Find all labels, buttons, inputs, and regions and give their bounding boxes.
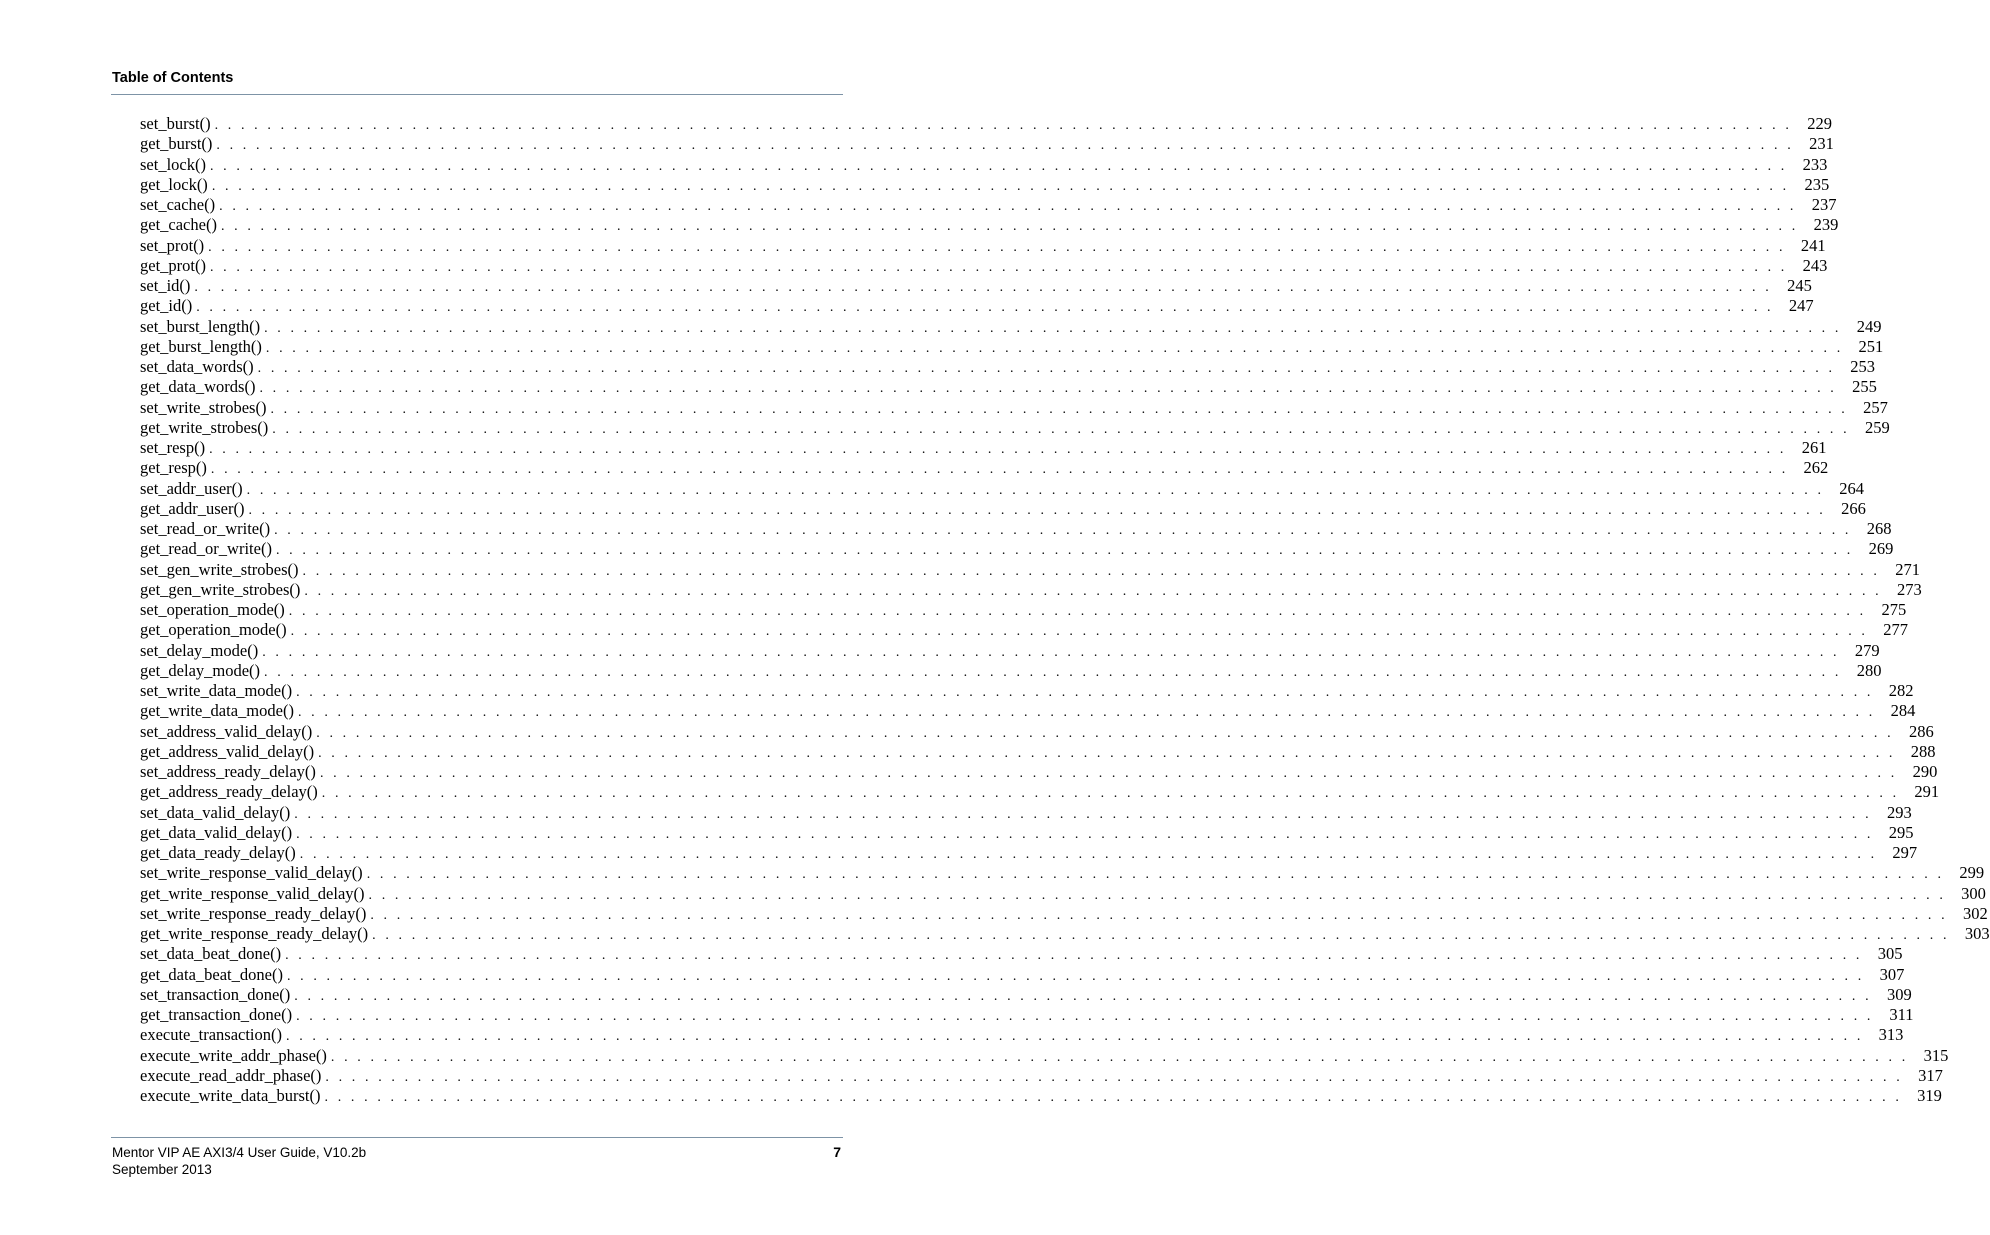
toc-dot-leader: . . . . . . . . . . . . . . . . . . . . . . . . . . . . . . . . . . . . . . . . . . . . . . . . . . . . . . . . . . . . . . . . . . . . . . . . . . . . . . . . . . . . . . . . . . . . . . . . . . . . . . . . . . . . . . . . . . . . . . . . (274, 523, 1852, 538)
toc-entry-page: 315 (1923, 1045, 1949, 1065)
toc-entry-title: get_delay_mode() (140, 660, 261, 680)
toc-entry[interactable] (140, 1025, 1904, 1045)
toc-dot-leader: . . . . . . . . . . . . . . . . . . . . . . . . . . . . . . . . . . . . . . . . . . . . . . . . . . . . . . . . . . . . . . . . . . . . . . . . . . . . . . . . . . . . . . . . . . . . . . . . . . . . . . . . . . . . . . . . . . . . . . . . (257, 361, 1836, 376)
toc-entry-title: get_resp() (140, 458, 207, 478)
toc-entry[interactable] (140, 600, 1907, 620)
toc-entry-title: get_data_words() (140, 377, 256, 397)
toc-entry[interactable] (140, 154, 1828, 175)
toc-dot-leader: . . . . . . . . . . . . . . . . . . . . . . . . . . . . . . . . . . . . . . . . . . . . . . . . . . . . . . . . . . . . . . . . . . . . . . . . . . . . . . . . . . . . . . . . . . . . . . . . . . . . . . . . . . . . . . . . . . . . . . . . (272, 421, 1850, 437)
toc-entry-title: get_cache() (140, 215, 217, 235)
toc-entry-page: 239 (1813, 215, 1839, 235)
toc-entry[interactable] (140, 336, 1884, 357)
toc-entry-page: 229 (1807, 114, 1832, 133)
toc-entry[interactable] (140, 944, 1903, 964)
footer-rule (111, 1137, 843, 1138)
toc-entry-page: 273 (1897, 579, 1922, 599)
toc-entry-title: set_data_valid_delay() (140, 802, 291, 822)
toc-entry-page: 251 (1858, 336, 1884, 356)
toc-entry-title: set_delay_mode() (140, 640, 259, 660)
toc-entry-title: get_data_valid_delay() (140, 822, 293, 842)
toc-dot-leader: . . . . . . . . . . . . . . . . . . . . . . . . . . . . . . . . . . . . . . . . . . . . . . . . . . . . . . . . . . . . . . . . . . . . . . . . . . . . . . . . . . . . . . . . . . . . . . . . . . . . . . . . . . . . . . . . . . . . . . . . (325, 1069, 1903, 1085)
toc-dot-leader: . . . . . . . . . . . . . . . . . . . . . . . . . . . . . . . . . . . . . . . . . . . . . . . . . . . . . . . . . . . . . . . . . . . . . . . . . . . . . . . . . . . . . . . . . . . . . . . . . . . . . . . . . . . . . . . . . . . . . . . . (211, 178, 1790, 194)
toc-entry[interactable] (140, 782, 1940, 802)
toc-entry-title: get_data_ready_delay() (140, 843, 296, 862)
toc-dot-leader: . . . . . . . . . . . . . . . . . . . . . . . . . . . . . . . . . . . . . . . . . . . . . . . . . . . . . . . . . . . . . . . . . . . . . . . . . . . . . . . . . . . . . . . . . . . . . . . . . . . . . . . . . . . . . . . . . . . . . . . . (370, 907, 1948, 923)
toc-entry-title: set_burst_length() (140, 316, 261, 336)
toc-entry[interactable] (140, 1045, 1949, 1066)
toc-entry-title: get_addr_user() (140, 498, 245, 518)
toc-entry-page: 293 (1886, 802, 1912, 822)
toc-entry-page: 286 (1908, 721, 1934, 741)
footer-page-number: 7 (833, 1144, 841, 1160)
toc-entry-title: set_gen_write_strobes() (140, 559, 299, 579)
toc-entry-title: set_write_response_ready_delay() (140, 903, 367, 923)
toc-dot-leader: . . . . . . . . . . . . . . . . . . . . . . . . . . . . . . . . . . . . . . . . . . . . . . . . . . . . . . . . . . . . . . . . . . . . . . . . . . . . . . . . . . . . . . . . . . . . . . . . . . . . . . . . . . . . . . . . . . . . . . . . (296, 826, 1874, 842)
toc-entry[interactable] (140, 903, 1988, 924)
toc-entry[interactable] (140, 660, 1882, 681)
toc-entry[interactable] (140, 579, 1922, 600)
toc-dot-leader: . . . . . . . . . . . . . . . . . . . . . . . . . . . . . . . . . . . . . . . . . . . . . . . . . . . . . . . . . . . . . . . . . . . . . . . . . . . . . . . . . . . . . . . . . . . . . . . . . . . . . . . . . . . . . . . . . . . . . . . . (196, 300, 1774, 316)
toc-entry[interactable] (140, 134, 1834, 154)
toc-entry-title: get_lock() (140, 174, 208, 194)
toc-entry-title: get_id() (140, 296, 193, 316)
toc-dot-leader: . . . . . . . . . . . . . . . . . . . . . . . . . . . . . . . . . . . . . . . . . . . . . . . . . . . . . . . . . . . . . . . . . . . . . . . . . . . . . . . . . . . . . . . . . . . . . . . . . . . . . . . . . . . . . . . . . . . . . . . . (290, 624, 1869, 640)
toc-entry-title: set_burst() (140, 114, 211, 133)
toc-entry[interactable] (140, 498, 1866, 519)
toc-dot-leader: . . . . . . . . . . . . . . . . . . . . . . . . . . . . . . . . . . . . . . . . . . . . . . . . . . . . . . . . . . . . . . . . . . . . . . . . . . . . . . . . . . . . . . . . . . . . . . . . . . . . . . . . . . . . . . . . . . . . . . . . (296, 1009, 1874, 1024)
toc-entry-page: 262 (1803, 458, 1829, 478)
toc-dot-leader: . . . . . . . . . . . . . . . . . . . . . . . . . . . . . . . . . . . . . . . . . . . . . . . . . . . . . . . . . . . . . . . . . . . . . . . . . . . . . . . . . . . . . . . . . . . . . . . . . . . . . . . . . . . . . . . . . . . . . . . . (319, 766, 1898, 781)
toc-entry-page: 309 (1886, 984, 1912, 1004)
toc-entry-page: 253 (1850, 357, 1876, 376)
toc-entry[interactable] (140, 296, 1814, 316)
toc-entry-page: 268 (1866, 519, 1892, 538)
toc-dot-leader: . . . . . . . . . . . . . . . . . . . . . . . . . . . . . . . . . . . . . . . . . . . . . . . . . . . . . . . . . . . . . . . . . . . . . . . . . . . . . . . . . . . . . . . . . . . . . . . . . . . . . . . . . . . . . . . . . . . . . . . . (264, 664, 1842, 680)
toc-entry-title: set_address_valid_delay() (140, 721, 313, 741)
toc-entry-page: 247 (1788, 296, 1814, 316)
toc-dot-leader: . . . . . . . . . . . . . . . . . . . . . . . . . . . . . . . . . . . . . . . . . . . . . . . . . . . . . . . . . . . . . . . . . . . . . . . . . . . . . . . . . . . . . . . . . . . . . . . . . . . . . . . . . . . . . . . . . . . . . . . . (275, 543, 1854, 559)
toc-entry-page: 295 (1888, 822, 1914, 842)
page-header-title: Table of Contents (112, 70, 234, 86)
toc-dot-leader: . . . . . . . . . . . . . . . . . . . . . . . . . . . . . . . . . . . . . . . . . . . . . . . . . . . . . . . . . . . . . . . . . . . . . . . . . . . . . . . . . . . . . . . . . . . . . . . . . . . . . . . . . . . . . . . . . . . . . . . . (259, 381, 1837, 397)
toc-entry-page: 261 (1801, 438, 1827, 457)
toc-entry-title: get_write_response_valid_delay() (140, 883, 365, 903)
toc-entry-title: set_prot() (140, 235, 205, 255)
header-rule (111, 94, 843, 95)
toc-dot-leader: . . . . . . . . . . . . . . . . . . . . . . . . . . . . . . . . . . . . . . . . . . . . . . . . . . . . . . . . . . . . . . . . . . . . . . . . . . . . . . . . . . . . . . . . . . . . . . . . . . . . . . . . . . . . . . . . . . . . . . . . (324, 1090, 1902, 1105)
toc-entry[interactable] (140, 620, 1909, 640)
toc-dot-leader: . . . . . . . . . . . . . . . . . . . . . . . . . . . . . . . . . . . . . . . . . . . . . . . . . . . . . . . . . . . . . . . . . . . . . . . . . . . . . . . . . . . . . . . . . . . . . . . . . . . . . . . . . . . . . . . . . . . . . . . . (209, 442, 1787, 457)
toc-dot-leader: . . . . . . . . . . . . . . . . . . . . . . . . . . . . . . . . . . . . . . . . . . . . . . . . . . . . . . . . . . . . . . . . . . . . . . . . . . . . . . . . . . . . . . . . . . . . . . . . . . . . . . . . . . . . . . . . . . . . . . . . (299, 847, 1878, 862)
toc-entry[interactable] (140, 762, 1938, 782)
toc-entry-page: 235 (1804, 174, 1830, 194)
toc-entry-page: 302 (1962, 903, 1988, 923)
toc-dot-leader: . . . . . . . . . . . . . . . . . . . . . . . . . . . . . . . . . . . . . . . . . . . . . . . . . . . . . . . . . . . . . . . . . . . . . . . . . . . . . . . . . . . . . . . . . . . . . . . . . . . . . . . . . . . . . . . . . . . . . . . . (209, 158, 1788, 174)
toc-entry-title: set_read_or_write() (140, 519, 271, 538)
toc-entry[interactable] (140, 721, 1934, 742)
toc-dot-leader: . . . . . . . . . . . . . . . . . . . . . . . . . . . . . . . . . . . . . . . . . . . . . . . . . . . . . . . . . . . . . . . . . . . . . . . . . . . . . . . . . . . . . . . . . . . . . . . . . . . . . . . . . . . . . . . . . . . . . . . . (264, 320, 1842, 336)
toc-dot-leader: . . . . . . . . . . . . . . . . . . . . . . . . . . . . . . . . . . . . . . . . . . . . . . . . . . . . . . . . . . . . . . . . . . . . . . . . . . . . . . . . . . . . . . . . . . . . . . . . . . . . . . . . . . . . . . . . . . . . . . . . (209, 259, 1788, 275)
toc-entry-title: set_addr_user() (140, 478, 243, 498)
toc-entry-page: 237 (1811, 195, 1837, 214)
toc-entry[interactable] (140, 377, 1877, 397)
toc-dot-leader: . . . . . . . . . . . . . . . . . . . . . . . . . . . . . . . . . . . . . . . . . . . . . . . . . . . . . . . . . . . . . . . . . . . . . . . . . . . . . . . . . . . . . . . . . . . . . . . . . . . . . . . . . . . . . . . . . . . . . . . . (210, 462, 1789, 478)
toc-entry-title: set_data_words() (140, 357, 254, 376)
toc-dot-leader: . . . . . . . . . . . . . . . . . . . . . . . . . . . . . . . . . . . . . . . . . . . . . . . . . . . . . . . . . . . . . . . . . . . . . . . . . . . . . . . . . . . . . . . . . . . . . . . . . . . . . . . . . . . . . . . . . . . . . . . . (296, 685, 1874, 700)
toc-entry-page: 305 (1877, 944, 1903, 964)
toc-entry-title: get_write_response_ready_delay() (140, 924, 369, 943)
toc-entry[interactable] (140, 276, 1812, 296)
toc-entry-page: 257 (1863, 397, 1888, 417)
toc-dot-leader: . . . . . . . . . . . . . . . . . . . . . . . . . . . . . . . . . . . . . . . . . . . . . . . . . . . . . . . . . . . . . . . . . . . . . . . . . . . . . . . . . . . . . . . . . . . . . . . . . . . . . . . . . . . . . . . . . . . . . . . . (246, 482, 1825, 498)
toc-entry-page: 231 (1809, 134, 1834, 154)
toc-dot-leader: . . . . . . . . . . . . . . . . . . . . . . . . . . . . . . . . . . . . . . . . . . . . . . . . . . . . . . . . . . . . . . . . . . . . . . . . . . . . . . . . . . . . . . . . . . . . . . . . . . . . . . . . . . . . . . . . . . . . . . . . (285, 948, 1863, 964)
toc-entry-page: 241 (1800, 235, 1826, 255)
toc-dot-leader: . . . . . . . . . . . . . . . . . . . . . . . . . . . . . . . . . . . . . . . . . . . . . . . . . . . . . . . . . . . . . . . . . . . . . . . . . . . . . . . . . . . . . . . . . . . . . . . . . . . . . . . . . . . . . . . . . . . . . . . . (318, 745, 1896, 761)
toc-entry[interactable] (140, 802, 1912, 823)
footer-info (112, 1144, 366, 1178)
toc-entry-title: get_data_beat_done() (140, 964, 283, 984)
toc-entry[interactable] (140, 640, 1880, 661)
toc-entry-page: 243 (1802, 255, 1828, 275)
toc-entry-page: 311 (1889, 1005, 1914, 1024)
toc-dot-leader: . . . . . . . . . . . . . . . . . . . . . . . . . . . . . . . . . . . . . . . . . . . . . . . . . . . . . . . . . . . . . . . . . . . . . . . . . . . . . . . . . . . . . . . . . . . . . . . . . . . . . . . . . . . . . . . . . . . . . . . . (270, 401, 1848, 417)
toc-dot-leader: . . . . . . . . . . . . . . . . . . . . . . . . . . . . . . . . . . . . . . . . . . . . . . . . . . . . . . . . . . . . . . . . . . . . . . . . . . . . . . . . . . . . . . . . . . . . . . . . . . . . . . . . . . . . . . . . . . . . . . . . (372, 928, 1950, 943)
toc-dot-leader: . . . . . . . . . . . . . . . . . . . . . . . . . . . . . . . . . . . . . . . . . . . . . . . . . . . . . . . . . . . . . . . . . . . . . . . . . . . . . . . . . . . . . . . . . . . . . . . . . . . . . . . . . . . . . . . . . . . . . . . . (219, 199, 1797, 214)
toc-dot-leader: . . . . . . . . . . . . . . . . . . . . . . . . . . . . . . . . . . . . . . . . . . . . . . . . . . . . . . . . . . . . . . . . . . . . . . . . . . . . . . . . . . . . . . . . . . . . . . . . . . . . . . . . . . . . . . . . . . . . . . . . (321, 786, 1900, 802)
toc-entry-page: 282 (1888, 681, 1914, 700)
toc-entry-page: 259 (1864, 417, 1890, 437)
toc-entry-page: 313 (1878, 1025, 1904, 1045)
toc-entry[interactable] (140, 417, 1890, 438)
toc-entry[interactable] (140, 863, 1985, 883)
toc-entry-title: get_operation_mode() (140, 620, 287, 640)
toc-entry[interactable] (140, 357, 1876, 377)
toc-entry-page: 249 (1856, 316, 1882, 336)
toc-dot-leader: . . . . . . . . . . . . . . . . . . . . . . . . . . . . . . . . . . . . . . . . . . . . . . . . . . . . . . . . . . . . . . . . . . . . . . . . . . . . . . . . . . . . . . . . . . . . . . . . . . . . . . . . . . . . . . . . . . . . . . . . (297, 705, 1876, 721)
toc-entry-page: 255 (1852, 377, 1877, 397)
toc-dot-leader: . . . . . . . . . . . . . . . . . . . . . . . . . . . . . . . . . . . . . . . . . . . . . . . . . . . . . . . . . . . . . . . . . . . . . . . . . . . . . . . . . . . . . . . . . . . . . . . . . . . . . . . . . . . . . . . . . . . . . . . . (368, 887, 1946, 903)
toc-entry[interactable] (140, 559, 1920, 580)
toc-entry-title: set_transaction_done() (140, 984, 291, 1004)
toc-entry-title: set_resp() (140, 438, 206, 457)
toc-entry-page: 271 (1895, 559, 1920, 579)
toc-entry[interactable] (140, 316, 1882, 337)
footer-date: September 2013 (112, 1162, 212, 1177)
toc-entry-page: 280 (1856, 660, 1882, 680)
toc-entry[interactable] (140, 984, 1912, 1005)
toc-entry[interactable] (140, 255, 1828, 276)
toc-entry-page: 277 (1883, 620, 1909, 640)
toc-entry-title: get_prot() (140, 255, 206, 275)
toc-entry[interactable] (140, 195, 1837, 215)
toc-entry-title: set_operation_mode() (140, 600, 285, 619)
toc-entry-page: 291 (1914, 782, 1940, 802)
toc-entry-page: 299 (1959, 863, 1985, 883)
toc-entry[interactable] (140, 1005, 1914, 1025)
toc-entry-title: get_transaction_done() (140, 1005, 293, 1024)
toc-dot-leader: . . . . . . . . . . . . . . . . . . . . . . . . . . . . . . . . . . . . . . . . . . . . . . . . . . . . . . . . . . . . . . . . . . . . . . . . . . . . . . . . . . . . . . . . . . . . . . . . . . . . . . . . . . . . . . . . . . . . . . . . (316, 725, 1894, 741)
toc-entry[interactable] (140, 235, 1826, 256)
toc-entry-title: set_cache() (140, 195, 216, 214)
toc-dot-leader: . . . . . . . . . . . . . . . . . . . . . . . . . . . . . . . . . . . . . . . . . . . . . . . . . . . . . . . . . . . . . . . . . . . . . . . . . . . . . . . . . . . . . . . . . . . . . . . . . . . . . . . . . . . . . . . . . . . . . . . . (220, 219, 1799, 235)
toc-entry[interactable] (140, 397, 1888, 418)
toc-entry-page: 264 (1839, 478, 1865, 498)
toc-entry-title: execute_write_addr_phase() (140, 1045, 327, 1065)
toc-dot-leader: . . . . . . . . . . . . . . . . . . . . . . . . . . . . . . . . . . . . . . . . . . . . . . . . . . . . . . . . . . . . . . . . . . . . . . . . . . . . . . . . . . . . . . . . . . . . . . . . . . . . . . . . . . . . . . . . . . . . . . . . (304, 583, 1882, 599)
toc-dot-leader: . . . . . . . . . . . . . . . . . . . . . . . . . . . . . . . . . . . . . . . . . . . . . . . . . . . . . . . . . . . . . . . . . . . . . . . . . . . . . . . . . . . . . . . . . . . . . . . . . . . . . . . . . . . . . . . . . . . . . . . . (265, 340, 1844, 356)
toc-entry-title: set_write_response_valid_delay() (140, 863, 363, 883)
toc-entry-page: 319 (1917, 1086, 1942, 1105)
toc-entry[interactable] (140, 519, 1892, 539)
toc-dot-leader: . . . . . . . . . . . . . . . . . . . . . . . . . . . . . . . . . . . . . . . . . . . . . . . . . . . . . . . . . . . . . . . . . . . . . . . . . . . . . . . . . . . . . . . . . . . . . . . . . . . . . . . . . . . . . . . . . . . . . . . . (366, 867, 1945, 883)
toc-entry[interactable] (140, 174, 1830, 195)
toc-dot-leader: . . . . . . . . . . . . . . . . . . . . . . . . . . . . . . . . . . . . . . . . . . . . . . . . . . . . . . . . . . . . . . . . . . . . . . . . . . . . . . . . . . . . . . . . . . . . . . . . . . . . . . . . . . . . . . . . . . . . . . . . (214, 118, 1792, 133)
toc-entry-title: set_write_data_mode() (140, 681, 293, 700)
toc-entry-title: set_lock() (140, 154, 206, 174)
toc-entry[interactable] (140, 701, 1916, 721)
toc-entry-title: get_address_ready_delay() (140, 782, 318, 802)
toc-entry-title: get_burst_length() (140, 336, 262, 356)
toc-entry-title: set_write_strobes() (140, 397, 267, 417)
toc-dot-leader: . . . . . . . . . . . . . . . . . . . . . . . . . . . . . . . . . . . . . . . . . . . . . . . . . . . . . . . . . . . . . . . . . . . . . . . . . . . . . . . . . . . . . . . . . . . . . . . . . . . . . . . . . . . . . . . . . . . . . . . . (288, 604, 1867, 619)
toc-entry[interactable] (140, 215, 1839, 235)
toc-dot-leader: . . . . . . . . . . . . . . . . . . . . . . . . . . . . . . . . . . . . . . . . . . . . . . . . . . . . . . . . . . . . . . . . . . . . . . . . . . . . . . . . . . . . . . . . . . . . . . . . . . . . . . . . . . . . . . . . . . . . . . . . (294, 988, 1872, 1004)
toc-dot-leader: . . . . . . . . . . . . . . . . . . . . . . . . . . . . . . . . . . . . . . . . . . . . . . . . . . . . . . . . . . . . . . . . . . . . . . . . . . . . . . . . . . . . . . . . . . . . . . . . . . . . . . . . . . . . . . . . . . . . . . . . (208, 239, 1786, 255)
toc-entry-title: get_address_valid_delay() (140, 741, 315, 761)
toc-entry-page: 284 (1890, 701, 1916, 721)
toc-dot-leader: . . . . . . . . . . . . . . . . . . . . . . . . . . . . . . . . . . . . . . . . . . . . . . . . . . . . . . . . . . . . . . . . . . . . . . . . . . . . . . . . . . . . . . . . . . . . . . . . . . . . . . . . . . . . . . . . . . . . . . . . (262, 644, 1840, 660)
toc-entry-title: get_burst() (140, 134, 213, 154)
toc-entry-title: execute_transaction() (140, 1025, 283, 1045)
toc-entry[interactable] (140, 883, 1986, 904)
toc-entry[interactable] (140, 741, 1936, 762)
toc-dot-leader: . . . . . . . . . . . . . . . . . . . . . . . . . . . . . . . . . . . . . . . . . . . . . . . . . . . . . . . . . . . . . . . . . . . . . . . . . . . . . . . . . . . . . . . . . . . . . . . . . . . . . . . . . . . . . . . . . . . . . . . . (294, 806, 1872, 822)
toc-entry-page: 275 (1881, 600, 1907, 619)
toc-dot-leader: . . . . . . . . . . . . . . . . . . . . . . . . . . . . . . . . . . . . . . . . . . . . . . . . . . . . . . . . . . . . . . . . . . . . . . . . . . . . . . . . . . . . . . . . . . . . . . . . . . . . . . . . . . . . . . . . . . . . . . . . (216, 138, 1794, 154)
toc-entry-title: get_read_or_write() (140, 539, 272, 559)
toc-entry[interactable] (140, 924, 1990, 944)
toc-entry-page: 233 (1802, 154, 1828, 174)
toc-dot-leader: . . . . . . . . . . . . . . . . . . . . . . . . . . . . . . . . . . . . . . . . . . . . . . . . . . . . . . . . . . . . . . . . . . . . . . . . . . . . . . . . . . . . . . . . . . . . . . . . . . . . . . . . . . . . . . . . . . . . . . . . (286, 1029, 1864, 1045)
toc-entry-title: get_write_strobes() (140, 417, 269, 437)
toc-dot-leader: . . . . . . . . . . . . . . . . . . . . . . . . . . . . . . . . . . . . . . . . . . . . . . . . . . . . . . . . . . . . . . . . . . . . . . . . . . . . . . . . . . . . . . . . . . . . . . . . . . . . . . . . . . . . . . . . . . . . . . . . (248, 502, 1826, 518)
toc-entry-page: 290 (1912, 762, 1938, 781)
toc-entry-page: 288 (1910, 741, 1936, 761)
toc-dot-leader: . . . . . . . . . . . . . . . . . . . . . . . . . . . . . . . . . . . . . . . . . . . . . . . . . . . . . . . . . . . . . . . . . . . . . . . . . . . . . . . . . . . . . . . . . . . . . . . . . . . . . . . . . . . . . . . . . . . . . . . . (330, 1049, 1909, 1065)
toc-entry[interactable] (140, 822, 1914, 843)
toc-entry-page: 297 (1892, 843, 1918, 862)
toc-entry[interactable] (140, 964, 1905, 985)
toc-entry-title: set_data_beat_done() (140, 944, 282, 964)
toc-entry-page: 307 (1879, 964, 1905, 984)
toc-entry[interactable] (140, 1086, 1942, 1106)
toc-entry[interactable] (140, 1065, 1943, 1086)
toc-entry[interactable] (140, 114, 1832, 134)
toc-entry[interactable] (140, 843, 1918, 863)
toc-entry-title: execute_write_data_burst() (140, 1086, 321, 1105)
toc-dot-leader: . . . . . . . . . . . . . . . . . . . . . . . . . . . . . . . . . . . . . . . . . . . . . . . . . . . . . . . . . . . . . . . . . . . . . . . . . . . . . . . . . . . . . . . . . . . . . . . . . . . . . . . . . . . . . . . . . . . . . . . . (302, 563, 1880, 579)
footer-document-title: Mentor VIP AE AXI3/4 User Guide, V10.2b (112, 1145, 367, 1160)
toc-entry-page: 317 (1918, 1065, 1943, 1085)
toc-list (140, 114, 1990, 1106)
toc-entry-page: 303 (1964, 924, 1990, 943)
toc-dot-leader: . . . . . . . . . . . . . . . . . . . . . . . . . . . . . . . . . . . . . . . . . . . . . . . . . . . . . . . . . . . . . . . . . . . . . . . . . . . . . . . . . . . . . . . . . . . . . . . . . . . . . . . . . . . . . . . . . . . . . . . . (286, 968, 1865, 984)
toc-entry[interactable] (140, 539, 1894, 559)
toc-entry-page: 269 (1868, 539, 1894, 559)
toc-entry-page: 300 (1961, 883, 1986, 903)
toc-entry-title: set_id() (140, 276, 191, 295)
toc-entry[interactable] (140, 681, 1914, 701)
toc-entry-title: set_address_ready_delay() (140, 762, 316, 781)
toc-entry-page: 266 (1841, 498, 1866, 518)
toc-entry[interactable] (140, 478, 1865, 499)
toc-dot-leader: . . . . . . . . . . . . . . . . . . . . . . . . . . . . . . . . . . . . . . . . . . . . . . . . . . . . . . . . . . . . . . . . . . . . . . . . . . . . . . . . . . . . . . . . . . . . . . . . . . . . . . . . . . . . . . . . . . . . . . . . (194, 280, 1772, 295)
toc-entry-title: get_write_data_mode() (140, 701, 294, 721)
toc-entry[interactable] (140, 458, 1829, 478)
toc-entry-title: execute_read_addr_phase() (140, 1065, 322, 1085)
toc-entry-page: 245 (1787, 276, 1812, 295)
toc-entry-title: get_gen_write_strobes() (140, 579, 301, 599)
toc-entry-page: 279 (1854, 640, 1880, 660)
toc-entry[interactable] (140, 438, 1827, 458)
